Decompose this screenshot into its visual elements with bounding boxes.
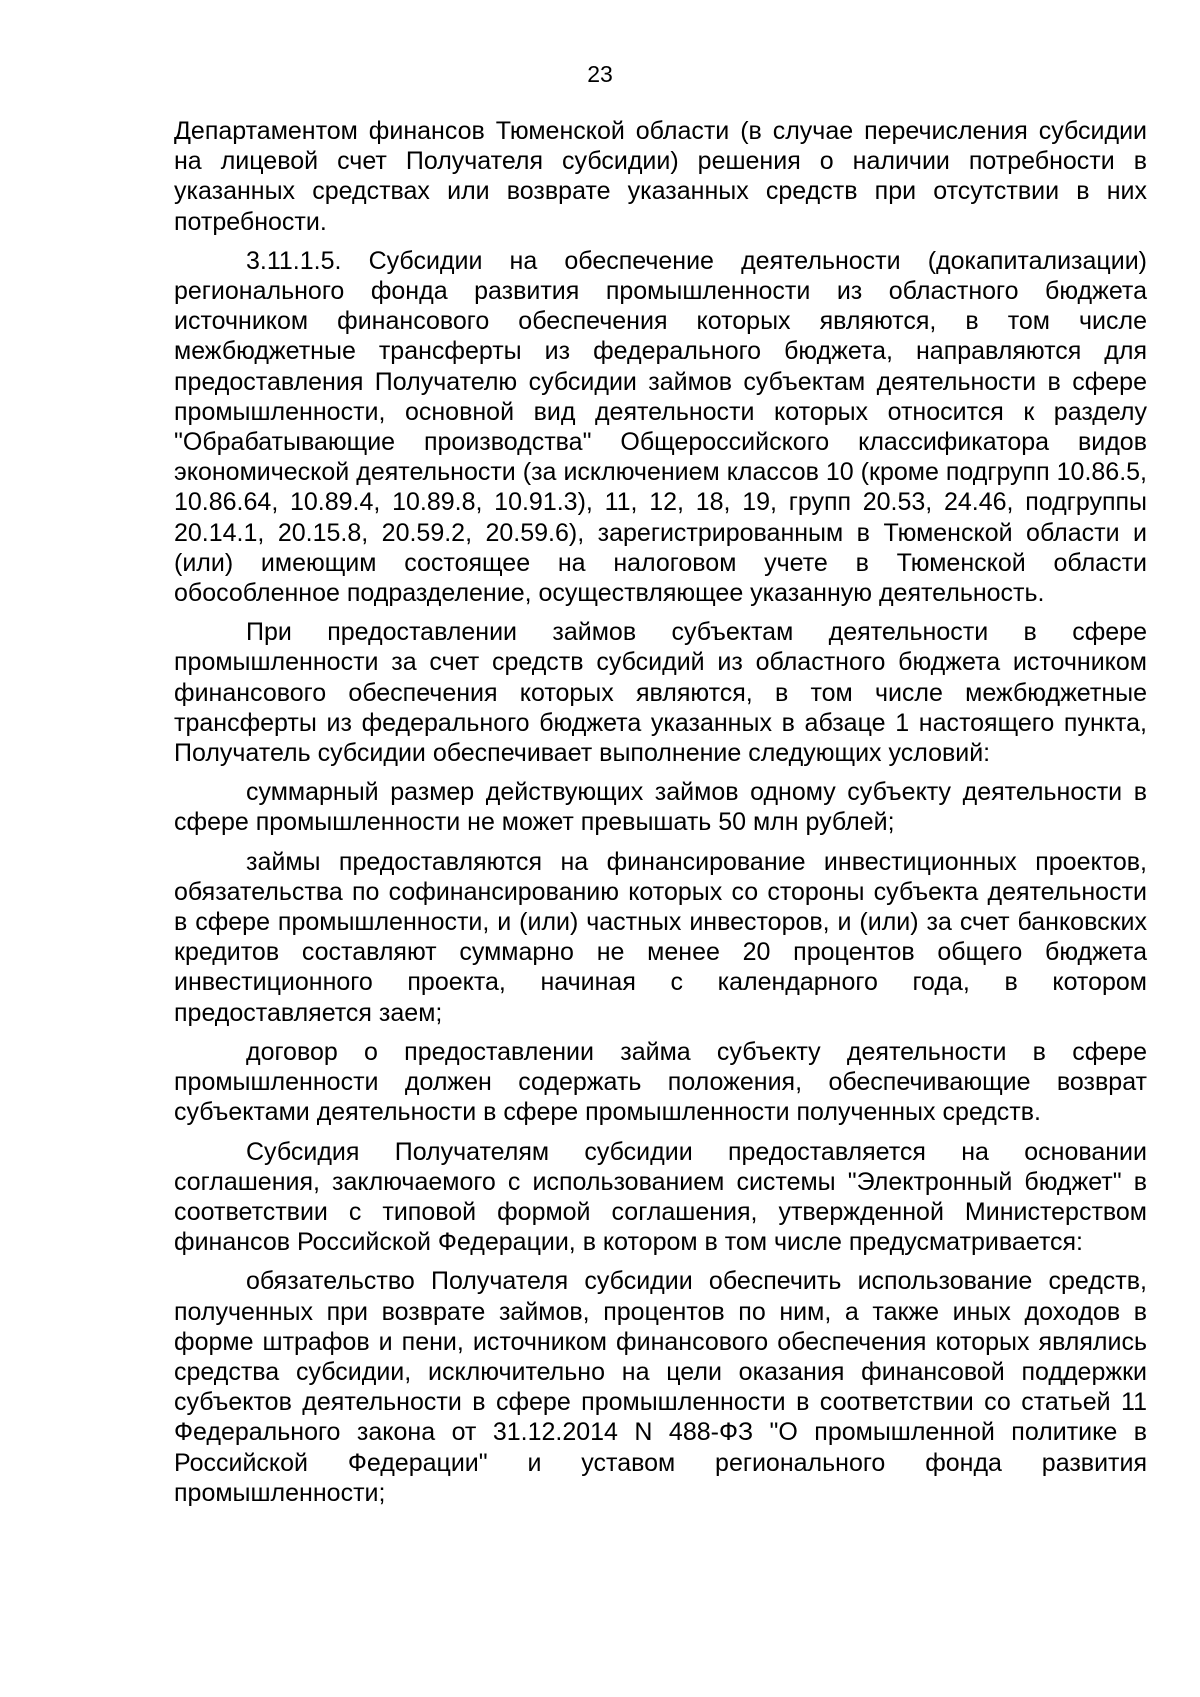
paragraph: договор о предоставлении займа субъекту деятельности в сфере промышленности должен содержать положения, обеспечивающие возврат субъектами деятельности в сфере промышленности полученных средств. <box>174 1037 1147 1127</box>
document-body <box>174 116 1147 1517</box>
paragraph: Субсидия Получателям субсидии предоставляется на основании соглашения, заключаемого с использованием системы "Электронный бюджет" в соответствии с типовой формой соглашения, утвержденной Министерством финансов Российской Федерации, в котором в том числе предусматривается: <box>174 1137 1147 1257</box>
paragraph: обязательство Получателя субсидии обеспечить использование средств, полученных при возврате займов, процентов по ним, а также иных доходов в форме штрафов и пени, источником финансового обеспечения которых являлись средства субсидии, исключительно на цели оказания финансовой поддержки субъектов деятельности в сфере промышленности в соответствии со статьей 11 Федерального закона от 31.12.2014 N 488-ФЗ "О промышленной политике в Российской Федерации" и уставом регионального фонда развития промышленности; <box>174 1267 1147 1507</box>
paragraph: Департаментом финансов Тюменской области (в случае перечисления субсидии на лицевой счет Получателя субсидии) решения о наличии потребности в указанных средствах или возврате указанных средств при отсутствии в них потребности. <box>174 117 1147 236</box>
paragraph: 3.11.1.5. Субсидии на обеспечение деятельности (докапитализации) регионального фонда развития промышленности из областного бюджета источником финансового обеспечения которых являются, в том числе межбюджетные трансферты из федерального бюджета, направляются для предоставления Получателю субсидии займов субъектам деятельности в сфере промышленности, основной вид деятельности которых относится к разделу "Обрабатывающие производства" Общероссийского классификатора видов экономической деятельности (за исключением классов 10 (кроме подгрупп 10.86.5, 10.86.64, 10.89.4, 10.89.8, 10.91.3), 11, 12, 18, 19, групп 20.53, 24.46, подгруппы 20.14.1, 20.15.8, 20.59.2, 20.59.6), зарегистрированным в Тюменской области и (или) имеющим состоящее на налоговом учете в Тюменской области обособленное подразделение, осуществляющее указанную деятельность. <box>174 246 1147 608</box>
paragraph: займы предоставляются на финансирование инвестиционных проектов, обязательства по софинансированию которых со стороны субъекта деятельности в сфере промышленности, и (или) частных инвесторов, и (или) за счет банковских кредитов составляют суммарно не менее 20 процентов общего бюджета инвестиционного проекта, начиная с календарного года, в котором предоставляется заем; <box>174 847 1147 1027</box>
page-number: 23 <box>587 61 613 87</box>
paragraph: суммарный размер действующих займов одному субъекту деятельности в сфере промышленности не может превышать 50 млн рублей; <box>174 778 1147 837</box>
paragraph: При предоставлении займов субъектам деятельности в сфере промышленности за счет средств субсидий из областного бюджета источником финансового обеспечения которых являются, в том числе межбюджетные трансферты из федерального бюджета указанных в абзаце 1 настоящего пункта, Получатель субсидии обеспечивает выполнение следующих условий: <box>174 618 1147 768</box>
